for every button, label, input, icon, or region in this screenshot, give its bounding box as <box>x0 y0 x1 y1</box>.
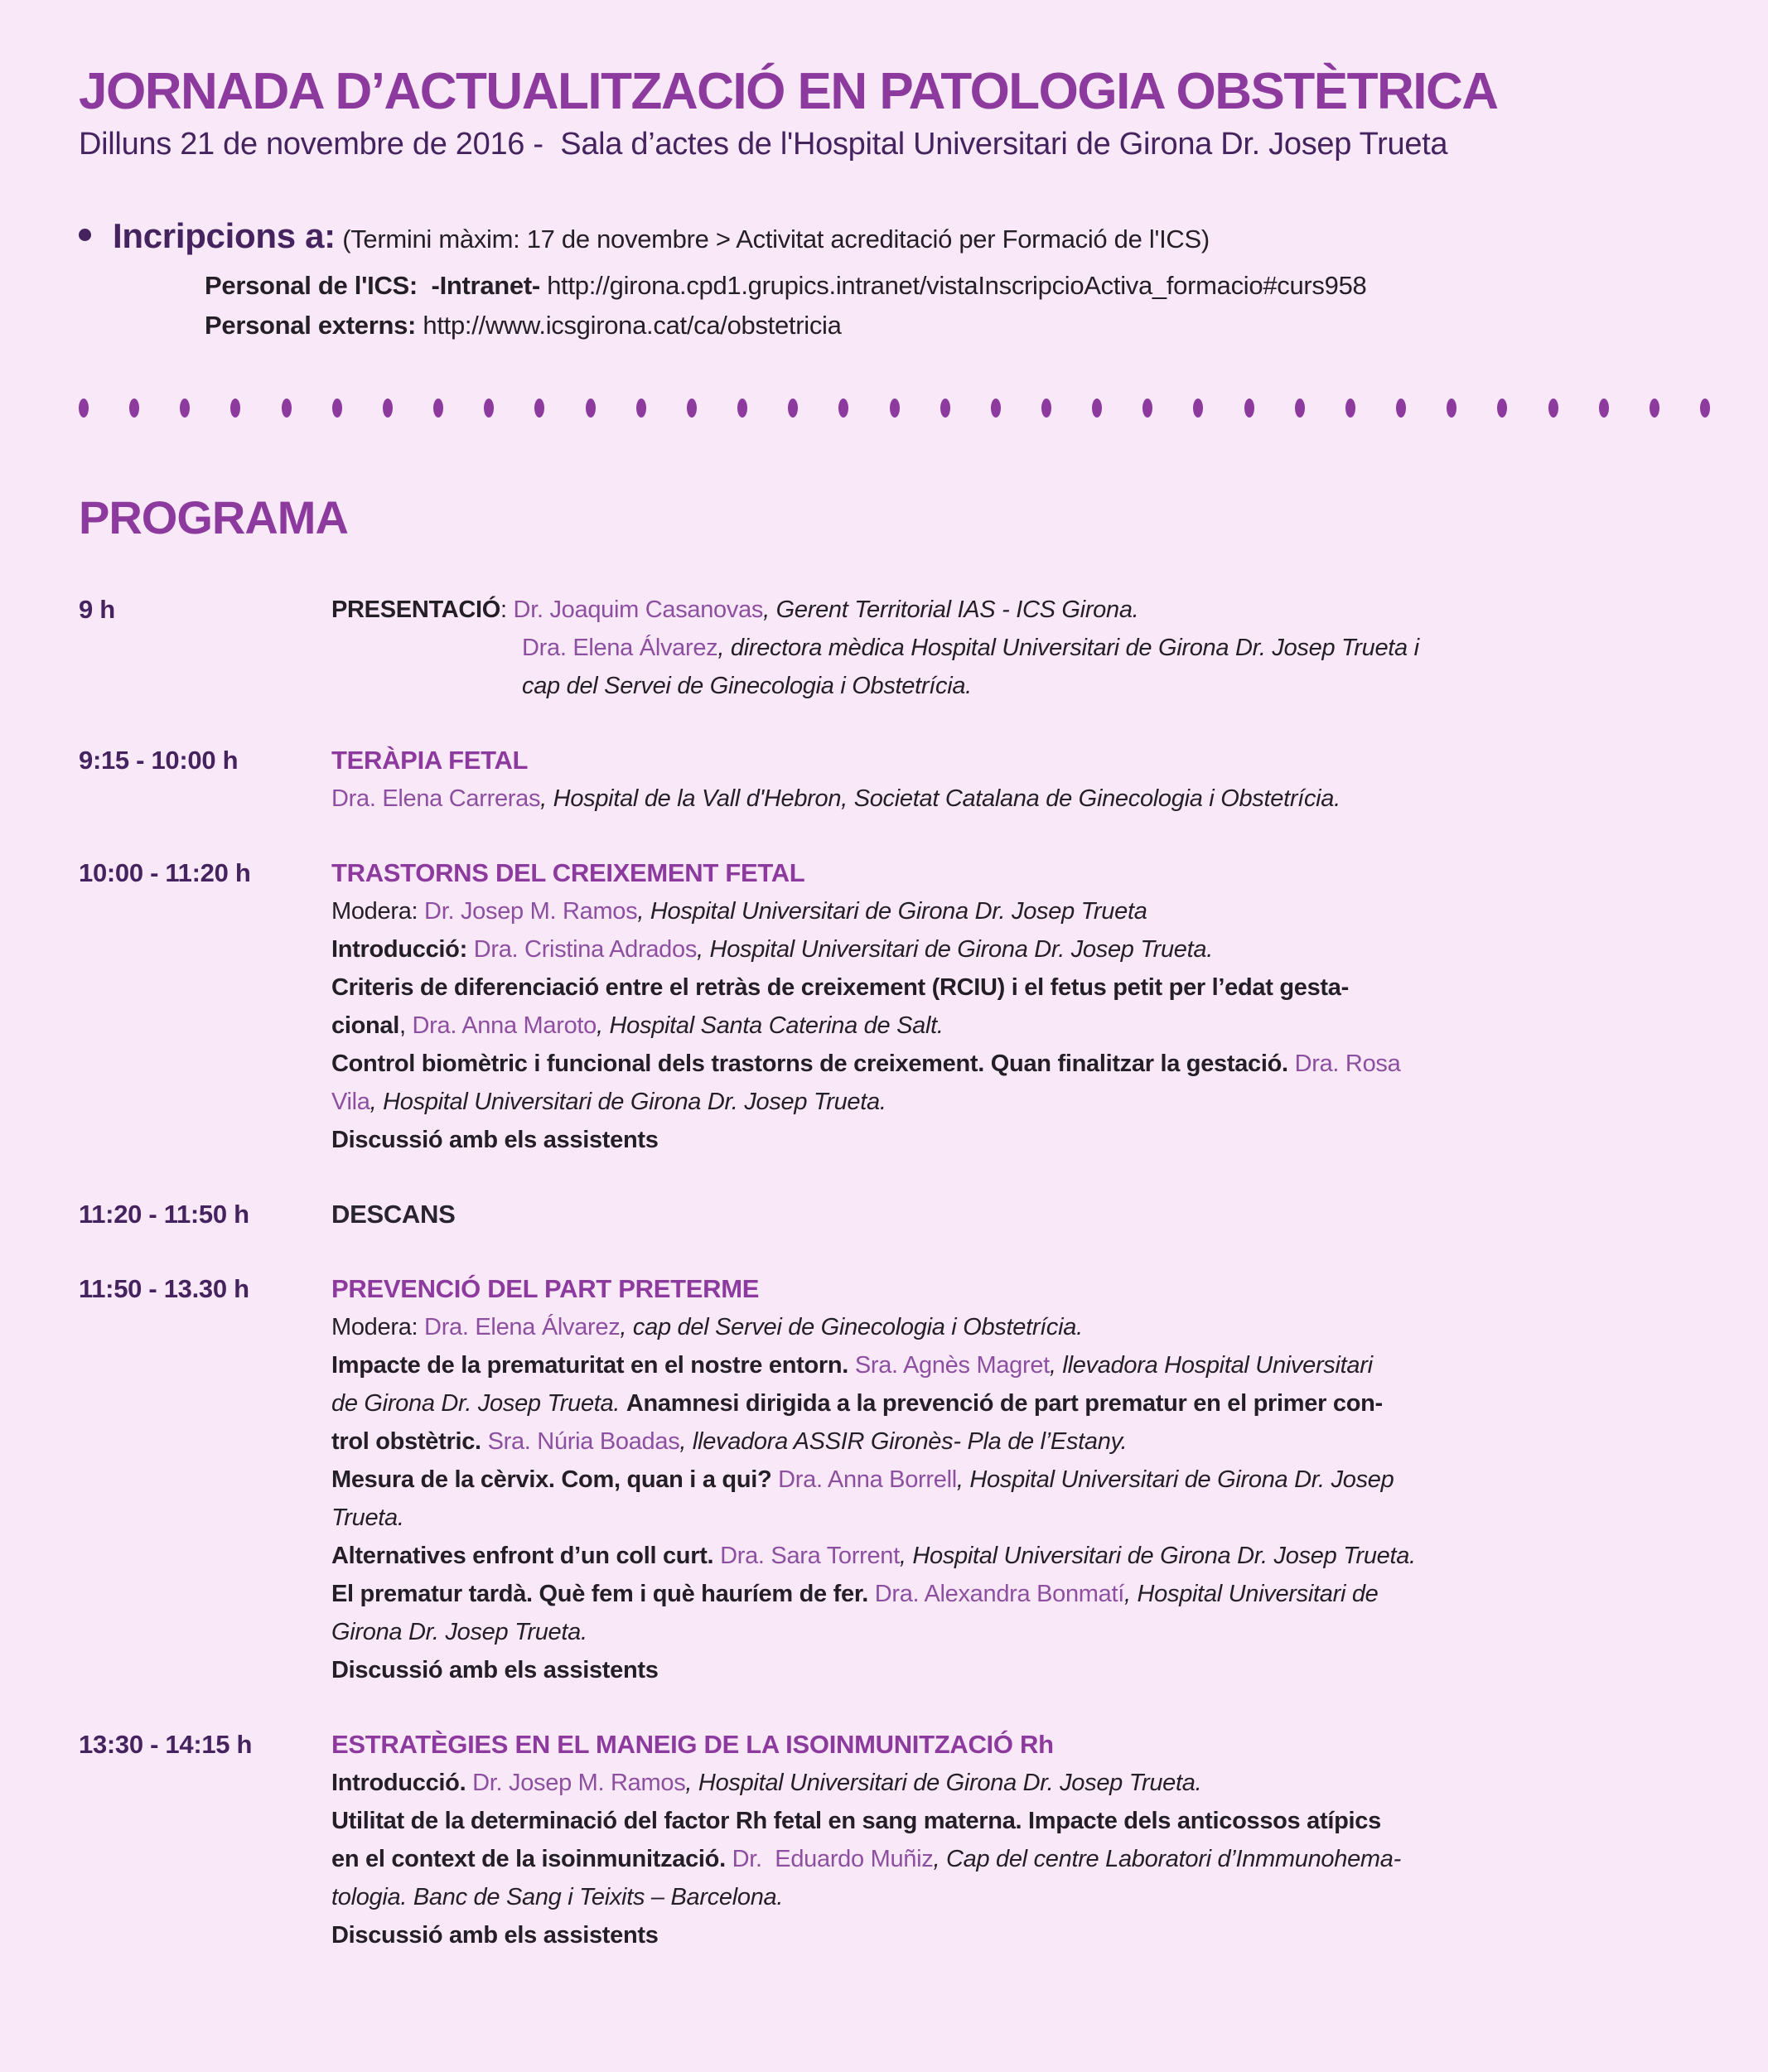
session-content <box>331 591 1718 705</box>
session-line <box>331 1575 1718 1613</box>
session-line <box>331 892 1718 930</box>
text-segment: Utilitat de la determinació del factor Rh fetal en sang materna. Impacte dels anticossos atípics <box>331 1807 1381 1834</box>
separator-dot <box>788 398 798 418</box>
session-title: TERÀPIA FETAL <box>331 745 529 775</box>
session-line <box>331 1121 1718 1159</box>
text-segment: , llevadora ASSIR Gironès- Pla de l’Estany. <box>679 1427 1128 1455</box>
separator-dot <box>737 398 747 418</box>
session-title: PREVENCIÓ DEL PART PRETERME <box>331 1273 760 1303</box>
session-content <box>331 1270 1718 1689</box>
program-heading: PROGRAMA <box>79 490 348 543</box>
speaker-name: Sra. Núria Boadas <box>487 1427 680 1455</box>
separator-dot <box>1142 398 1152 418</box>
session-time: 9 h <box>79 594 115 624</box>
inscription-line-ics <box>205 266 1718 306</box>
inscriptions-header <box>79 216 1718 256</box>
page-title: JORNADA D’ACTUALITZACIÓ EN PATOLOGIA OBSTÈTRICA <box>79 63 1498 120</box>
session-line <box>331 1499 1718 1537</box>
text-segment: cional <box>331 1012 399 1039</box>
text-segment: , Hospital Universitari de Girona Dr. Josep <box>956 1466 1394 1493</box>
speaker-name: Dra. Elena Álvarez <box>424 1313 621 1340</box>
session-line <box>331 1651 1718 1689</box>
text-segment: tologia. Banc de Sang i Teixits – Barcelona. <box>331 1883 784 1910</box>
session-line <box>331 1007 1718 1045</box>
text-segment: , Hospital Universitari de Girona Dr. Josep Trueta. <box>697 935 1213 963</box>
text-segment: Trueta. <box>331 1504 404 1531</box>
text-segment: Girona Dr. Josep Trueta. <box>331 1618 587 1645</box>
separator-dot <box>282 398 292 418</box>
separator-dot <box>991 398 1001 418</box>
bullet-icon <box>79 229 91 241</box>
text-segment: Impacte de la prematuritat en el nostre entorn. <box>331 1351 855 1379</box>
separator-dot <box>534 398 544 418</box>
separator-dot <box>383 398 393 418</box>
session-line <box>331 1916 1718 1954</box>
session-line <box>331 1461 1718 1499</box>
separator-dot <box>636 398 646 418</box>
text-segment: Anamnesi dirigida a la prevenció de part prematur en el primer con- <box>626 1389 1383 1417</box>
session-time: 11:50 - 13.30 h <box>79 1273 249 1303</box>
session-line <box>331 1878 1718 1916</box>
session-line <box>331 591 1718 629</box>
page-subtitle: Dilluns 21 de novembre de 2016 - Sala d’actes de l'Hospital Universitari de Girona Dr. Josep Trueta <box>79 126 1448 162</box>
inscriptions-note: (Termini màxim: 17 de novembre > Activitat acreditació per Formació de l'ICS) <box>335 224 1210 254</box>
text-segment: , Hospital Universitari de Girona Dr. Josep Trueta. <box>685 1769 1202 1796</box>
text-segment: , directora mèdica Hospital Universitari de Girona Dr. Josep Trueta i <box>717 634 1419 661</box>
text-segment: , cap del Servei de Ginecologia i Obstetrícia. <box>620 1313 1083 1340</box>
dotted-separator <box>79 398 1710 418</box>
program-session <box>79 591 1718 705</box>
session-time: 13:30 - 14:15 h <box>79 1729 253 1759</box>
separator-dot <box>1599 398 1609 418</box>
program-session <box>79 854 1718 1159</box>
separator-dot <box>230 398 240 418</box>
session-line <box>331 968 1718 1007</box>
speaker-name: Dr. Joaquim Casanovas <box>513 596 764 623</box>
session-content <box>331 1726 1718 1954</box>
text-segment: Discussió amb els assistents <box>331 1126 659 1153</box>
text-segment: en el context de la isoinmunització. <box>331 1845 732 1872</box>
program-session <box>79 741 1718 818</box>
speaker-name: Dr. Josep M. Ramos <box>472 1769 686 1796</box>
link-url[interactable]: http://girona.cpd1.grupics.intranet/vistaInscripcioActiva_formacio#curs958 <box>547 270 1367 300</box>
speaker-name: Dra. Elena Álvarez <box>522 634 718 661</box>
session-line <box>331 1308 1718 1346</box>
inscription-line-externs <box>205 306 1718 345</box>
speaker-name: Dra. Sara Torrent <box>720 1542 900 1569</box>
separator-dot <box>1548 398 1558 418</box>
separator-dot <box>180 398 190 418</box>
program-session <box>79 1195 1718 1234</box>
separator-dot <box>838 398 848 418</box>
separator-dot <box>890 398 900 418</box>
text-segment: , Hospital Universitari de <box>1124 1580 1379 1607</box>
speaker-name: Sra. Agnès Magret <box>854 1351 1050 1379</box>
session-line <box>331 1764 1718 1802</box>
separator-dot <box>332 398 342 418</box>
program-session <box>79 1270 1718 1689</box>
session-time: 11:20 - 11:50 h <box>79 1199 249 1229</box>
separator-dot <box>1700 398 1710 418</box>
text-segment: El prematur tardà. Què fem i què hauríem de fer. <box>331 1580 875 1607</box>
session-line <box>331 1384 1718 1422</box>
session-time: 10:00 - 11:20 h <box>79 857 251 887</box>
session-line <box>331 1537 1718 1575</box>
inscriptions-label: Incripcions a: <box>113 215 336 255</box>
text-segment: , Hospital Universitari de Girona Dr. Josep Trueta. <box>370 1088 886 1115</box>
text-segment: Mesura de la cèrvix. Com, quan i a qui? <box>331 1466 779 1493</box>
separator-dot <box>1193 398 1203 418</box>
speaker-name: Dr. Josep M. Ramos <box>424 897 638 925</box>
separator-dot <box>1650 398 1659 418</box>
text-segment: trol obstètric. <box>331 1427 488 1455</box>
speaker-name: Dra. Alexandra Bonmatí <box>874 1580 1125 1607</box>
text-segment: Modera: <box>331 897 425 925</box>
text-segment: , Hospital Universitari de Girona Dr. Josep Trueta <box>637 897 1147 925</box>
separator-dot <box>129 398 139 418</box>
text-segment: Personal de l'ICS: -Intranet- <box>205 270 548 300</box>
text-segment: Discussió amb els assistents <box>331 1656 659 1683</box>
session-title: TRASTORNS DEL CREIXEMENT FETAL <box>331 857 805 887</box>
text-segment: Introducció. <box>331 1769 473 1796</box>
text-segment: , llevadora Hospital Universitari <box>1049 1351 1373 1379</box>
separator-dot <box>1396 398 1406 418</box>
session-line <box>331 1422 1718 1461</box>
program-session <box>79 1726 1718 1954</box>
session-content <box>331 1195 1718 1234</box>
text-segment: , <box>399 1012 413 1039</box>
speaker-name: Dra. Cristina Adrados <box>473 935 698 963</box>
session-line <box>331 1802 1718 1840</box>
session-title: ESTRATÈGIES EN EL MANEIG DE LA ISOINMUNITZACIÓ Rh <box>331 1729 1054 1759</box>
speaker-name: Dr. Eduardo Muñiz <box>732 1845 934 1872</box>
text-segment: de Girona Dr. Josep Trueta. <box>331 1389 626 1417</box>
text-segment: Personal externs: <box>205 310 423 340</box>
session-line <box>331 1346 1718 1384</box>
text-segment: Control biomètric i funcional dels trastorns de creixement. Quan finalitzar la gestació. <box>331 1050 1295 1077</box>
text-segment: , Hospital Santa Caterina de Salt. <box>597 1012 944 1039</box>
text-segment: Alternatives enfront d’un coll curt. <box>331 1542 721 1569</box>
separator-dot <box>1244 398 1254 418</box>
inscriptions-section <box>79 216 1718 345</box>
speaker-name: Dra. Rosa <box>1294 1050 1401 1077</box>
speaker-name: Dra. Elena Carreras <box>331 785 541 812</box>
separator-dot <box>1447 398 1456 418</box>
separator-dot <box>484 398 494 418</box>
session-content <box>331 741 1718 818</box>
text-segment: , Gerent Territorial IAS - ICS Girona. <box>763 596 1139 623</box>
separator-dot <box>940 398 950 418</box>
session-line <box>331 629 1718 667</box>
session-content <box>331 854 1718 1159</box>
separator-dot <box>1345 398 1355 418</box>
link-url[interactable]: http://www.icsgirona.cat/ca/obstetricia <box>423 310 842 340</box>
speaker-name: Dra. Anna Borrell <box>778 1466 957 1493</box>
text-segment: , Hospital de la Vall d'Hebron, Societat Catalana de Ginecologia i Obstetrícia. <box>540 785 1340 812</box>
text-segment: , Hospital Universitari de Girona Dr. Josep Trueta. <box>899 1542 1416 1569</box>
text-segment: Criteris de diferenciació entre el retràs de creixement (RCIU) i el fetus petit per l’edat gesta- <box>331 973 1349 1001</box>
text-segment: Discussió amb els assistents <box>331 1921 659 1949</box>
session-line <box>331 930 1718 968</box>
separator-dot <box>1497 398 1507 418</box>
separator-dot <box>687 398 697 418</box>
session-line <box>331 780 1718 818</box>
separator-dot <box>1092 398 1102 418</box>
session-line <box>331 1613 1718 1651</box>
speaker-name: Vila <box>331 1088 370 1115</box>
separator-dot <box>586 398 596 418</box>
session-title: DESCANS <box>331 1199 456 1229</box>
session-line <box>331 1840 1718 1878</box>
session-line <box>331 1045 1718 1083</box>
text-segment: , Cap del centre Laboratori d’Inmmunohema- <box>933 1845 1401 1872</box>
text-segment: cap del Servei de Ginecologia i Obstetrícia. <box>522 672 972 699</box>
text-segment: : <box>500 596 514 623</box>
separator-dot <box>1295 398 1305 418</box>
separator-dot <box>1041 398 1051 418</box>
session-line <box>331 667 1718 705</box>
separator-dot <box>433 398 443 418</box>
program-list <box>79 591 1718 1954</box>
session-line <box>331 1083 1718 1121</box>
text-segment: Modera: <box>331 1313 425 1340</box>
text-segment: PRESENTACIÓ <box>331 596 501 623</box>
separator-dot <box>79 398 89 418</box>
text-segment: Introducció: <box>331 935 474 963</box>
speaker-name: Dra. Anna Maroto <box>412 1012 597 1039</box>
session-time: 9:15 - 10:00 h <box>79 745 239 775</box>
